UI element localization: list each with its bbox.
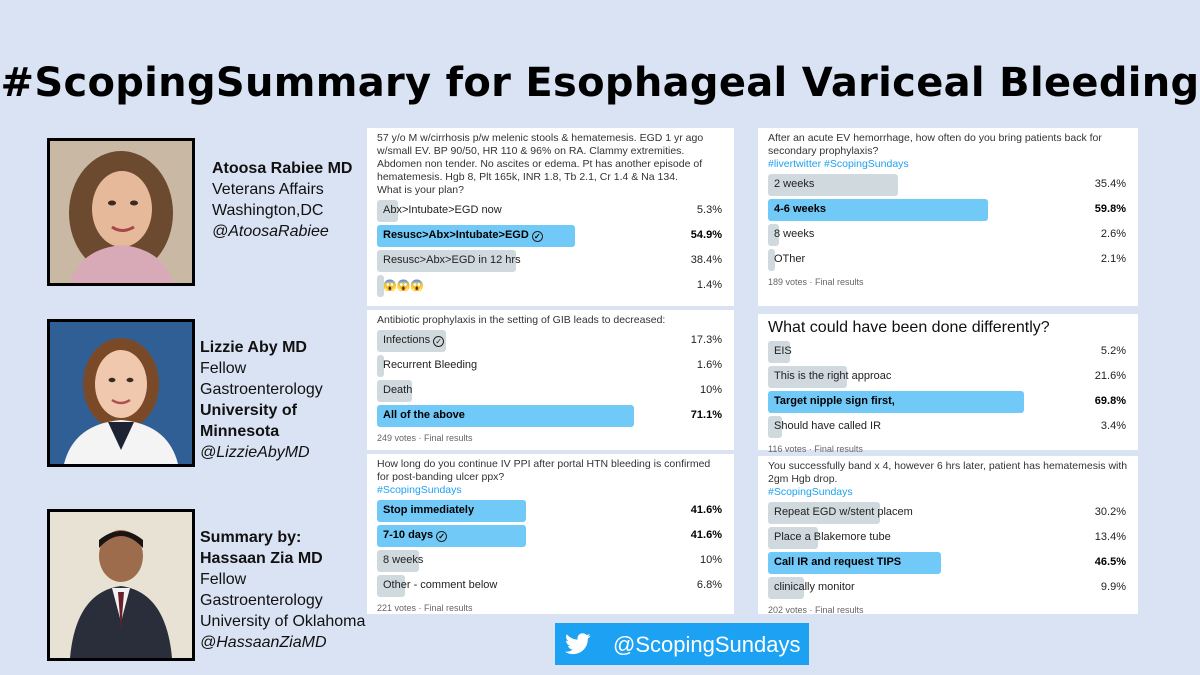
- hashtag-link[interactable]: #livertwitter #ScopingSundays: [768, 158, 909, 170]
- avatar-lizzie-aby: [47, 319, 195, 467]
- poll-option-pct: 5.3%: [696, 204, 722, 216]
- poll-option-pct: 1.4%: [696, 279, 722, 291]
- poll-footer: 116 votes · Final results: [768, 444, 863, 454]
- poll-option: [377, 225, 724, 247]
- poll-question: How long do you continue IV PPI after portal HTN bleeding is confirmed for post-banding ulcer ppx?: [377, 458, 711, 483]
- poll-question-prompt: What is your plan?: [377, 184, 464, 196]
- poll-question: What could have been done differently?: [768, 319, 1050, 336]
- poll-option: [768, 502, 1128, 524]
- person-name: Lizzie Aby MD: [200, 339, 307, 356]
- poll-footer: 221 votes · Final results: [377, 603, 473, 613]
- person-location: Washington,DC: [212, 202, 324, 219]
- poll-option-label: Call IR and request TIPS: [774, 556, 902, 568]
- person-department: Gastroenterology: [200, 592, 323, 609]
- person-card-lizzie: [200, 337, 323, 463]
- poll-option-label: Resusc>Abx>EGD in 12 hrs: [383, 254, 521, 266]
- poll-option-label: 2 weeks: [774, 178, 815, 190]
- poll-option-pct: 59.8%: [1094, 203, 1126, 215]
- poll-option-pct: 1.6%: [696, 359, 722, 371]
- hashtag-link[interactable]: #ScopingSundays: [377, 484, 462, 496]
- poll-question: 57 y/o M w/cirrhosis p/w melenic stools & hematemesis. EGD 1 yr ago w/small EV. BP 90/50, HR 110 & 96% on RA. Clammy extremities. Abdomen non tender. No ascites or edema. Pt has another episode of hematemesis. Hgb 8, Plt 165k, INR 1.8, Tb 2.1, Cr 1.4 & Na 134.: [377, 132, 704, 183]
- poll-option: [768, 527, 1128, 549]
- poll-option-label: Resusc>Abx>Intubate>EGD: [383, 229, 529, 241]
- poll-option-label: 8 weeks: [774, 228, 815, 240]
- person-department: Gastroenterology: [200, 381, 323, 398]
- poll-option-label: This is the right approac: [774, 370, 892, 382]
- twitter-handle[interactable]: @ScopingSundays: [613, 632, 801, 657]
- twitter-bird-icon: [565, 632, 591, 656]
- poll-option-pct: 17.3%: [690, 334, 722, 346]
- person-handle[interactable]: @LizzieAbyMD: [200, 444, 310, 461]
- poll-footer: 189 votes · Final results: [768, 277, 864, 287]
- poll-option-label: Repeat EGD w/stent placem: [774, 506, 913, 518]
- poll-option-label: All of the above: [383, 409, 465, 421]
- poll-option: [768, 416, 1128, 438]
- poll-option-label: 4-6 weeks: [774, 203, 826, 215]
- poll-card-6: [758, 456, 1138, 614]
- poll-option-pct: 10%: [699, 554, 722, 566]
- poll-option-pct: 41.6%: [690, 504, 722, 516]
- poll-option-pct: 30.2%: [1094, 506, 1126, 518]
- poll-option-label: Abx>Intubate>EGD now: [383, 204, 502, 216]
- poll-option-label: Should have called IR: [774, 420, 882, 432]
- poll-option-pct: 46.5%: [1094, 556, 1126, 568]
- person-affiliation: Veterans Affairs: [212, 181, 324, 198]
- poll-footer: 249 votes · Final results: [377, 433, 473, 443]
- poll-option-label: Death: [383, 384, 413, 396]
- poll-option: [377, 200, 724, 222]
- poll-card-2: [367, 310, 734, 450]
- poll-option: [768, 577, 1128, 599]
- check-icon: ✓: [436, 531, 447, 542]
- poll-option-label: Target nipple sign first,: [774, 395, 895, 407]
- poll-option-label: Stop immediately: [383, 504, 475, 516]
- poll-option-label: clinically monitor: [774, 581, 855, 593]
- poll-card-5: [758, 314, 1138, 454]
- poll-option: [377, 405, 724, 427]
- poll-option: [377, 330, 724, 352]
- person-card-atoosa: [212, 158, 352, 242]
- poll-option: [768, 249, 1128, 271]
- poll-footer: 202 votes · Final results: [768, 605, 864, 615]
- check-icon: ✓: [433, 336, 444, 347]
- poll-option: [377, 355, 724, 377]
- poll-option-pct: 5.2%: [1100, 345, 1126, 357]
- poll-option-label: Place a Blakemore tube: [774, 531, 891, 543]
- poll-option-label: Recurrent Bleeding: [383, 359, 478, 371]
- poll-card-1: [367, 128, 734, 306]
- poll-option-pct: 71.1%: [690, 409, 722, 421]
- poll-option-pct: 69.8%: [1094, 395, 1126, 407]
- poll-option-label: 😱😱😱: [383, 280, 425, 292]
- poll-card-3: [367, 454, 734, 614]
- person-name: Hassaan Zia MD: [200, 550, 323, 567]
- poll-option: [377, 250, 724, 272]
- poll-option-label: Infections: [383, 334, 431, 346]
- poll-option-label: EIS: [774, 345, 792, 357]
- poll-option: [768, 552, 1128, 574]
- person-institution: Minnesota: [200, 423, 280, 440]
- person-handle[interactable]: @AtoosaRabiee: [212, 223, 329, 240]
- poll-option-pct: 10%: [699, 384, 722, 396]
- person-title: Fellow: [200, 360, 247, 377]
- slide-title: #ScopingSummary for Esophageal Variceal Bleeding: [0, 60, 1200, 106]
- person-institution: University of: [200, 402, 297, 419]
- poll-question: Antibiotic prophylaxis in the setting of GIB leads to decreased:: [377, 314, 666, 326]
- poll-option-label: 8 weeks: [383, 554, 424, 566]
- poll-option-pct: 2.1%: [1100, 253, 1126, 265]
- poll-option-pct: 13.4%: [1094, 531, 1126, 543]
- poll-option: [377, 500, 724, 522]
- poll-option-label: OTher: [774, 253, 806, 265]
- poll-option-pct: 2.6%: [1100, 228, 1126, 240]
- avatar-atoosa-rabiee: [47, 138, 195, 286]
- poll-option: [768, 199, 1128, 221]
- poll-option-label: 7-10 days: [383, 529, 434, 541]
- avatar-hassaan-zia: [47, 509, 195, 661]
- poll-option: [377, 380, 724, 402]
- person-handle[interactable]: @HassaanZiaMD: [200, 634, 327, 651]
- person-title: Fellow: [200, 571, 247, 588]
- twitter-handle-badge[interactable]: [555, 623, 809, 665]
- poll-option-pct: 6.8%: [696, 579, 722, 591]
- poll-option: [377, 575, 724, 597]
- poll-option: [768, 224, 1128, 246]
- poll-option-pct: 38.4%: [690, 254, 722, 266]
- poll-option: [768, 366, 1128, 388]
- poll-option-pct: 41.6%: [690, 529, 722, 541]
- hashtag-link[interactable]: #ScopingSundays: [768, 486, 853, 498]
- poll-option-label: Other - comment below: [383, 579, 498, 591]
- poll-option: [377, 275, 724, 297]
- poll-option-pct: 9.9%: [1100, 581, 1126, 593]
- poll-question: You successfully band x 4, however 6 hrs later, patient has hematemesis with 2gm Hgb drop.: [768, 460, 1128, 485]
- poll-option: [768, 174, 1128, 196]
- poll-option: [768, 391, 1128, 413]
- poll-option-pct: 21.6%: [1094, 370, 1126, 382]
- poll-option: [377, 525, 724, 547]
- poll-option-pct: 35.4%: [1094, 178, 1126, 190]
- poll-option-pct: 54.9%: [690, 229, 722, 241]
- poll-question: After an acute EV hemorrhage, how often do you bring patients back for secondary prophylaxis?: [768, 132, 1102, 157]
- person-name: Atoosa Rabiee MD: [212, 160, 353, 177]
- poll-option-pct: 3.4%: [1100, 420, 1126, 432]
- poll-option: [768, 341, 1128, 363]
- summary-label: Summary by:: [200, 529, 302, 546]
- check-icon: ✓: [532, 231, 543, 242]
- poll-card-4: [758, 128, 1138, 306]
- person-institution: University of Oklahoma: [200, 613, 366, 630]
- poll-option: [377, 550, 724, 572]
- person-card-hassaan: [200, 527, 365, 653]
